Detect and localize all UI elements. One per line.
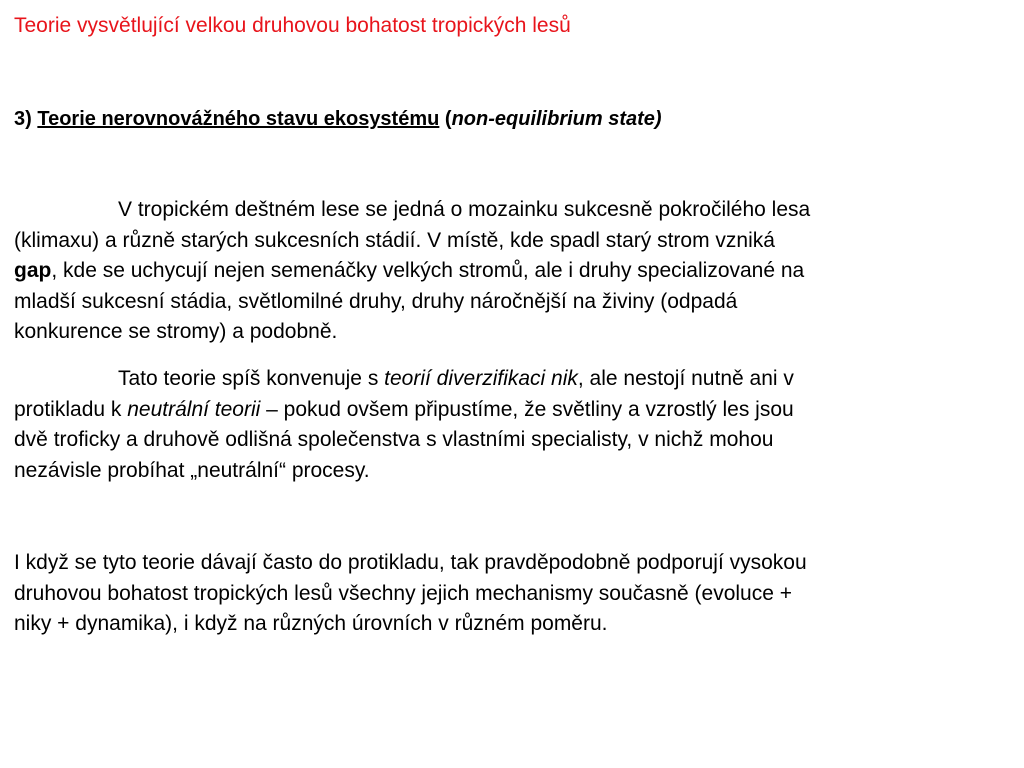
text-line: [14, 256, 1006, 287]
text-line: druhovou bohatost tropických lesů všechny jejich mechanismy současně (evoluce +: [14, 581, 792, 605]
text-line: [14, 395, 1006, 426]
text-line: (klimaxu) a různě starých sukcesních stádií. V místě, kde spadl starý strom vzniká: [14, 228, 775, 252]
text-line: [14, 195, 1006, 226]
section-heading: [14, 106, 662, 132]
text-line: konkurence se stromy) a podobně.: [14, 320, 338, 343]
italic-term: teorií diverzifikaci nik: [384, 367, 578, 390]
paragraph-theory-relation: [14, 364, 1006, 486]
paragraph-mosaic: [14, 195, 1006, 348]
text-span: Tato teorie spíš konvenuje s: [118, 367, 385, 390]
heading-italic-term: non-equilibrium state): [451, 108, 662, 130]
text-span: , kde se uchycují nejen semenáčky velkých stromů, ale i druhy specializované na: [51, 259, 805, 282]
text-line: mladší sukcesní stádia, světlomilné druhy, druhy náročnější na živiny (odpadá: [14, 289, 738, 313]
heading-number: 3): [14, 108, 32, 130]
italic-term: neutrální teorii: [127, 397, 261, 421]
text-line: nezávisle probíhat „neutrální“ procesy.: [14, 458, 370, 482]
text-span: , ale nestojí nutně ani v: [577, 367, 794, 390]
text-line: niky + dynamika), i když na různých úrovních v různém poměru.: [14, 612, 608, 635]
slide-title: Teorie vysvětlující velkou druhovou bohatost tropických lesů: [14, 14, 571, 37]
text-line: I když se tyto teorie dávají často do protikladu, tak pravděpodobně podporují vysokou: [14, 551, 807, 574]
heading-paren-open: (: [444, 108, 452, 130]
text-span: – pokud ovšem připustíme, že světliny a vzrostlý les jsou: [260, 397, 794, 421]
paragraph-conclusion: [14, 548, 1006, 640]
text-line: [14, 364, 1006, 395]
text-span: V tropickém deštném lese se jedná o mozainku sukcesně pokročilého lesa: [118, 198, 811, 221]
text-span: protikladu k: [14, 397, 128, 421]
gap-term: gap: [14, 259, 52, 282]
heading-underlined-title: Teorie nerovnovážného stavu ekosystému: [37, 108, 440, 130]
text-line: dvě troficky a druhově odlišná společenstva s vlastními specialisty, v nichž mohou: [14, 428, 774, 451]
